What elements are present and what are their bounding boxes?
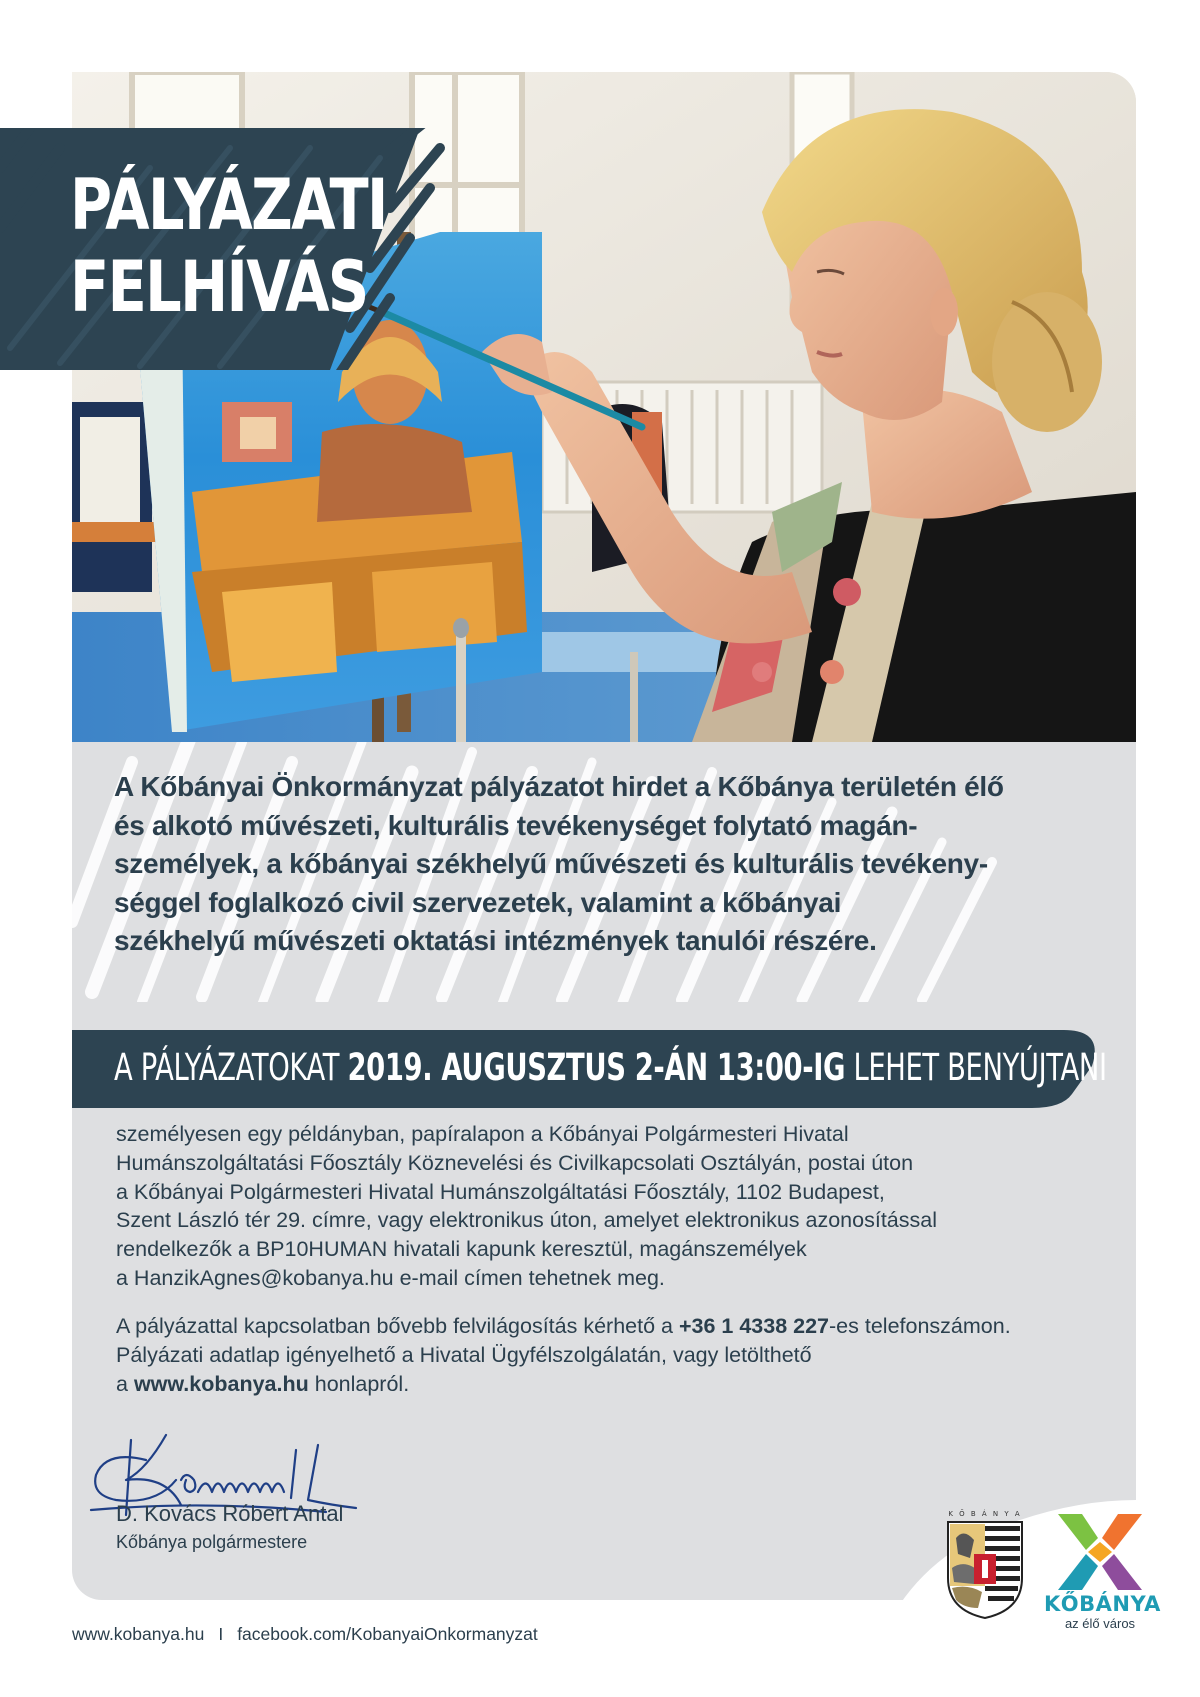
info-line-1 <box>116 1312 1116 1341</box>
submission-details <box>116 1120 1116 1293</box>
svg-text:K Ő B Á N Y A: K Ő B Á N Y A <box>948 1510 1022 1518</box>
intro-line-4: séggel foglalkozó civil szervezetek, valamint a kőbányai <box>114 886 842 918</box>
info-line-3 <box>116 1370 1116 1399</box>
info-line-1-suffix: -es telefonszámon. <box>829 1314 1011 1338</box>
coat-of-arms-icon <box>944 1508 1026 1620</box>
deadline-date: 2019. AUGUSZTUS 2-ÁN 13:00-IG <box>347 1046 846 1089</box>
page-title <box>70 164 387 328</box>
intro-line-1: A Kőbányai Önkormányzat pályázatot hirdet a Kőbánya területén élő <box>114 771 1004 802</box>
body-line-6: a HanzikAgnes@kobanya.hu e-mail címen tehetnek meg. <box>116 1265 665 1290</box>
intro-line-3: személyek, a kőbányai székhelyű művészeti és kulturális tevékeny- <box>114 848 988 879</box>
deadline-text <box>114 1044 1107 1092</box>
footer-facebook-link[interactable]: facebook.com/KobanyaiOnkormanyzat <box>237 1624 538 1644</box>
deadline-banner <box>72 1030 1107 1108</box>
phone-number: +36 1 4338 227 <box>678 1314 830 1338</box>
intro-line-5: székhelyű művészeti oktatási intézmények tanulói részére. <box>114 925 877 956</box>
deadline-prefix: A PÁLYÁZATOKAT <box>114 1046 348 1089</box>
info-line-2: Pályázati adatlap igényelhető a Hivatal Ügyfélszolgálatán, vagy letölthető <box>116 1342 812 1367</box>
deadline-suffix: LEHET BENYÚJTANI <box>845 1046 1107 1089</box>
website-link[interactable]: www.kobanya.hu <box>133 1371 309 1396</box>
body-line-4: Szent László tér 29. címre, vagy elektronikus úton, amelyet elektronikus azonosítással <box>116 1208 937 1233</box>
city-logo-name: KŐBÁNYA <box>1044 1592 1161 1616</box>
kobanya-city-logo <box>1050 1512 1150 1592</box>
body-line-2: Humánszolgáltatási Főosztály Köznevelési és Civilkapcsolati Osztályán, postai úton <box>116 1150 914 1175</box>
footer-separator: I <box>218 1624 224 1644</box>
kobanya-coat-of-arms <box>944 1508 1026 1620</box>
footer-website-link[interactable]: www.kobanya.hu <box>72 1624 205 1644</box>
info-line-3-prefix: a <box>116 1371 134 1396</box>
info-line-3-suffix: honlapról. <box>308 1371 410 1396</box>
title-line-2: FELHÍVÁS <box>70 246 368 328</box>
body-line-5: rendelkezők a BP10HUMAN hivatali kapunk keresztül, magánszemélyek <box>116 1237 807 1262</box>
signer-title: Kőbánya polgármestere <box>116 1532 308 1552</box>
signer-name: D. Kovács Róbert Antal <box>116 1501 344 1526</box>
footer <box>72 1622 538 1646</box>
title-line-1: PÁLYÁZATI <box>70 164 387 246</box>
intro-line-2: és alkotó művészeti, kulturális tevékenységet folytató magán- <box>114 809 918 841</box>
title-badge <box>0 128 450 370</box>
city-logo-icon <box>1050 1512 1150 1592</box>
contact-info <box>116 1312 1116 1398</box>
intro-paragraph <box>114 768 1074 961</box>
city-logo-slogan: az élő város <box>1064 1616 1136 1631</box>
body-line-3: a Kőbányai Polgármesteri Hivatal Humánszolgáltatási Főosztály, 1102 Budapest, <box>116 1179 885 1204</box>
body-line-1: személyesen egy példányban, papíralapon a Kőbányai Polgármesteri Hivatal <box>116 1122 849 1146</box>
info-line-1-prefix: A pályázattal kapcsolatban bővebb felvilágosítás kérhető a <box>116 1314 679 1338</box>
